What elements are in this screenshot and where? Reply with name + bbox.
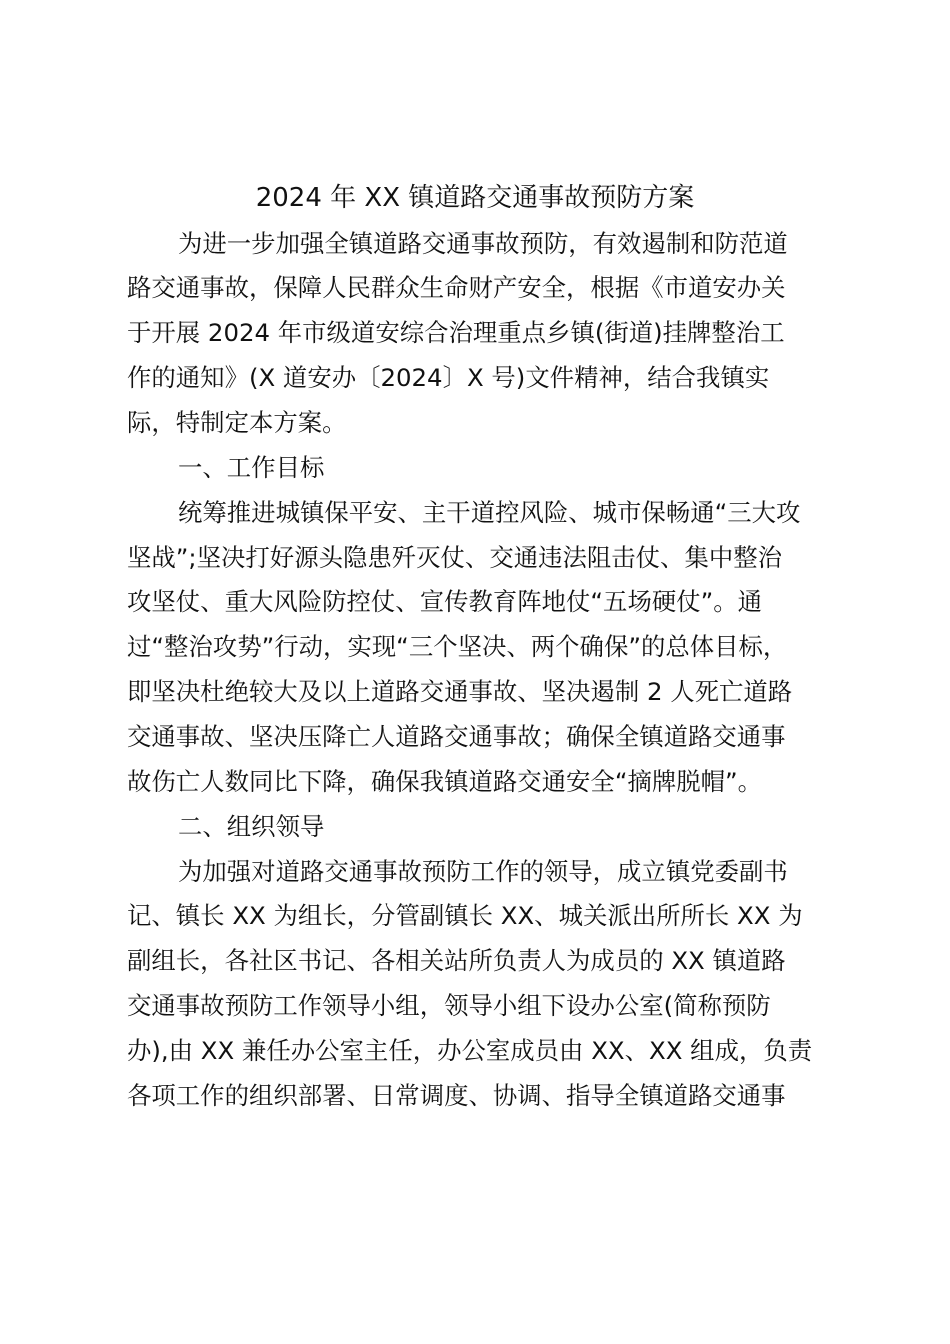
goals-line: 坚战”;坚决打好源头隐患歼灭仗、交通违法阻击仗、集中整治 xyxy=(127,543,783,572)
intro-line: 于开展 2024 年市级道安综合治理重点乡镇(街道)挂牌整治工 xyxy=(127,318,785,347)
goals-line: 攻坚仗、重大风险防控仗、宣传教育阵地仗“五场硬仗”。通 xyxy=(127,587,763,616)
goals-line: 故伤亡人数同比下降，确保我镇道路交通安全“摘牌脱帽”。 xyxy=(127,767,763,796)
intro-line: 作的通知》(X 道安办〔2024〕X 号)文件精神，结合我镇实 xyxy=(127,363,770,392)
leadership-line: 各项工作的组织部署、日常调度、协调、指导全镇道路交通事 xyxy=(127,1081,786,1110)
leadership-line: 交通事故预防工作领导小组，领导小组下设办公室(简称预防 xyxy=(127,991,771,1020)
goals-line: 即坚决杜绝较大及以上道路交通事故、坚决遏制 2 人死亡道路 xyxy=(127,677,793,706)
goals-line: 交通事故、坚决压降亡人道路交通事故；确保全镇道路交通事 xyxy=(127,722,786,751)
section-heading-goals: 一、工作目标 xyxy=(178,453,325,482)
intro-line: 为进一步加强全镇道路交通事故预防，有效遏制和防范道 xyxy=(178,229,788,258)
intro-line: 际，特制定本方案。 xyxy=(127,408,347,437)
intro-line: 路交通事故，保障人民群众生命财产安全，根据《市道安办关 xyxy=(127,273,786,302)
section-heading-leadership: 二、组织领导 xyxy=(178,812,325,841)
leadership-line: 为加强对道路交通事故预防工作的领导，成立镇党委副书 xyxy=(178,857,788,886)
goals-line: 过“整治攻势”行动，实现“三个坚决、两个确保”的总体目标， xyxy=(127,632,788,661)
leadership-line: 办),由 XX 兼任办公室主任，办公室成员由 XX、XX 组成，负责 xyxy=(127,1036,813,1065)
document-title: 2024 年 XX 镇道路交通事故预防方案 xyxy=(255,183,695,213)
goals-line: 统筹推进城镇保平安、主干道控风险、城市保畅通“三大攻 xyxy=(178,498,801,527)
leadership-line: 副组长，各社区书记、各相关站所负责人为成员的 XX 镇道路 xyxy=(127,946,786,975)
leadership-line: 记、镇长 XX 为组长，分管副镇长 XX、城关派出所所长 XX 为 xyxy=(127,901,803,930)
